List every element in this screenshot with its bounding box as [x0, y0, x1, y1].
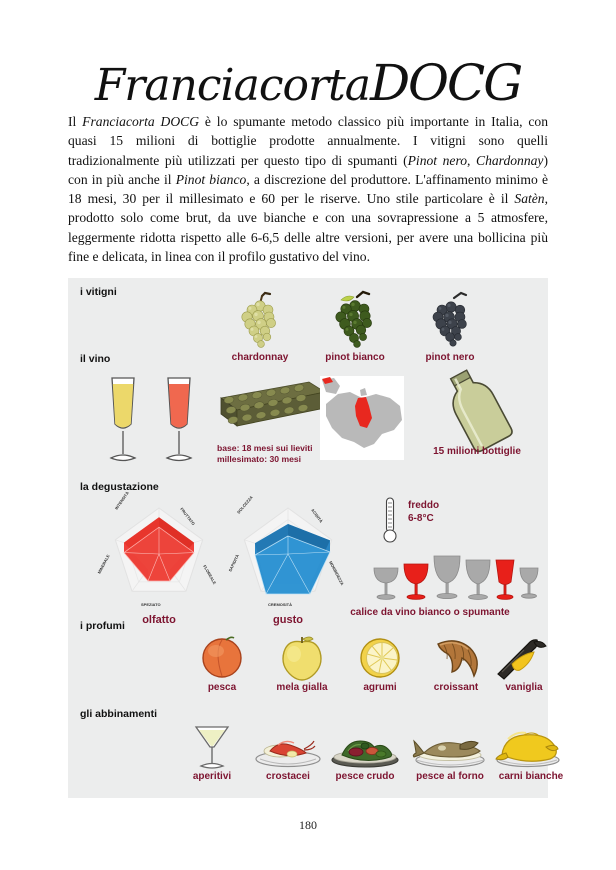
section-label-vitigni: i vitigni	[80, 286, 117, 298]
grape-bunch-green-icon	[218, 292, 302, 350]
profumo-agrumi	[336, 634, 424, 693]
baked-fish-platter-icon	[402, 721, 498, 771]
region-map	[320, 376, 404, 460]
radar-title-olfatto: olfatto	[142, 614, 176, 626]
title-wine-name: Franciacorta	[94, 60, 370, 111]
production-label: 15 milioni bottiglie	[433, 446, 521, 457]
wine-glass-row-icon	[368, 550, 540, 606]
yellow-apple-icon	[258, 634, 346, 682]
thermometer-icon	[380, 496, 400, 546]
grape-bunch-darkgreen-icon	[313, 292, 397, 350]
radar-axis-label: ACIDITÀ	[310, 507, 324, 524]
abbinamento-pesce-crudo	[320, 721, 410, 782]
radar-axis-label: FLOREALE	[202, 564, 218, 586]
bottle-stack-icon	[213, 378, 331, 440]
abbinamento-label: carni bianche	[498, 771, 564, 782]
abbinamento-label: crostacei	[266, 771, 310, 782]
radar-chart-olfatto	[96, 490, 222, 626]
page-number: 180	[299, 818, 317, 832]
serving-temp-value: 6-8°C	[408, 513, 434, 524]
peach-icon	[178, 634, 266, 682]
profumo-label: mela gialla	[276, 682, 328, 693]
abbinamento-label: pesce al forno	[416, 771, 484, 782]
infographic-panel	[68, 278, 564, 798]
serving-temperature	[380, 496, 439, 546]
radar-olfatto-svg	[96, 490, 222, 616]
abbinamento-carni-bianche	[488, 721, 574, 782]
glass-caption: calice da vino bianco o spumante	[350, 607, 510, 618]
raw-fish-platter-icon	[320, 721, 410, 771]
profumo-label: croissant	[433, 682, 479, 693]
vitigno-label: pinot bianco	[325, 352, 385, 363]
cocktail-glass-icon	[170, 721, 254, 771]
profumo-label: agrumi	[363, 682, 397, 693]
vitigno-pinot-bianco	[313, 292, 397, 363]
italy-map-franciacorta-icon	[320, 376, 404, 460]
flute-glass-rose-icon	[156, 372, 202, 468]
radar-axis-label: INTENSITÀ	[113, 490, 130, 511]
title-denomination: DOCG	[369, 54, 522, 112]
grape-bunch-black-icon	[408, 292, 492, 350]
section-label-vino: il vino	[80, 353, 111, 365]
section-label-degustazione: la degustazione	[80, 481, 159, 493]
wine-glass-rose	[156, 372, 202, 468]
radar-axis-label: CREMOSITÀ	[268, 602, 292, 607]
radar-axis-label: DOLCEZZA	[235, 494, 254, 515]
aging-base-label: base: 18 mesi sui lieviti	[217, 443, 313, 453]
radar-gusto-svg	[225, 496, 351, 616]
radar-axis-label: MINERALE	[96, 553, 111, 575]
aging-millesimato-label: millesimato: 30 mesi	[217, 454, 302, 464]
glass-row-group	[350, 550, 540, 618]
roast-chicken-icon	[488, 721, 574, 771]
aging-group	[213, 378, 331, 464]
intro-paragraph: Il Franciacorta DOCG è lo spumante metodo classico più importante in Italia, con quasi 15 milioni di bottiglie prodotte annualmente. I vitigni sono quelli tradizionalmente più utilizzati per questo tipo di spumanti (Pinot nero, Chardonnay) con in più anche il Pinot bianco, a discrezione del produttore. L'affinamento minimo è 18 mesi, 30 per il millesimato e 60 per le riserve. Uno stile particolare è il Satèn, prodotto solo come brut, da uve bianche e con una sovrapressione a 5 atmosfere, leggermente ridotta rispetto alle 6-6,5 delle altre versioni, per avere una bollicina più fine e delicata, in linea con il profilo gustativo del vino.	[68, 114, 548, 265]
vanilla-pod-icon	[484, 634, 564, 682]
abbinamento-label: pesce crudo	[335, 771, 395, 782]
profumo-label: vaniglia	[505, 682, 543, 693]
vitigno-label: pinot nero	[425, 352, 475, 363]
vitigno-label: chardonnay	[231, 352, 289, 363]
radar-axis-label: SAPIDITÀ	[227, 553, 241, 573]
profumo-mela-gialla	[258, 634, 346, 693]
production-group	[418, 368, 536, 457]
vitigno-chardonnay	[218, 292, 302, 363]
abbinamento-crostacei	[246, 721, 330, 782]
serving-temp-word: freddo	[408, 500, 440, 511]
profumo-vaniglia	[484, 634, 564, 693]
wine-bottle-icon	[418, 368, 536, 450]
shellfish-platter-icon	[246, 721, 330, 771]
abbinamento-pesce-al-forno	[402, 721, 498, 782]
profumo-pesca	[178, 634, 266, 693]
vitigno-pinot-nero	[408, 292, 492, 363]
section-label-abbinamenti: gli abbinamenti	[80, 708, 158, 720]
wine-glass-white	[100, 372, 146, 468]
radar-axis-label: FRUTTATO	[179, 506, 197, 527]
flute-glass-white-icon	[100, 372, 146, 468]
radar-axis-label: MORBIDEZZA	[328, 560, 346, 587]
radar-title-gusto: gusto	[273, 614, 303, 626]
profumo-label: pesca	[207, 682, 237, 693]
page-title	[0, 54, 616, 112]
abbinamento-aperitivi	[170, 721, 254, 782]
abbinamento-label: aperitivi	[192, 771, 232, 782]
citrus-slice-icon	[336, 634, 424, 682]
section-label-profumi: i profumi	[80, 620, 125, 632]
radar-axis-label: SPEZIATO	[141, 602, 161, 607]
